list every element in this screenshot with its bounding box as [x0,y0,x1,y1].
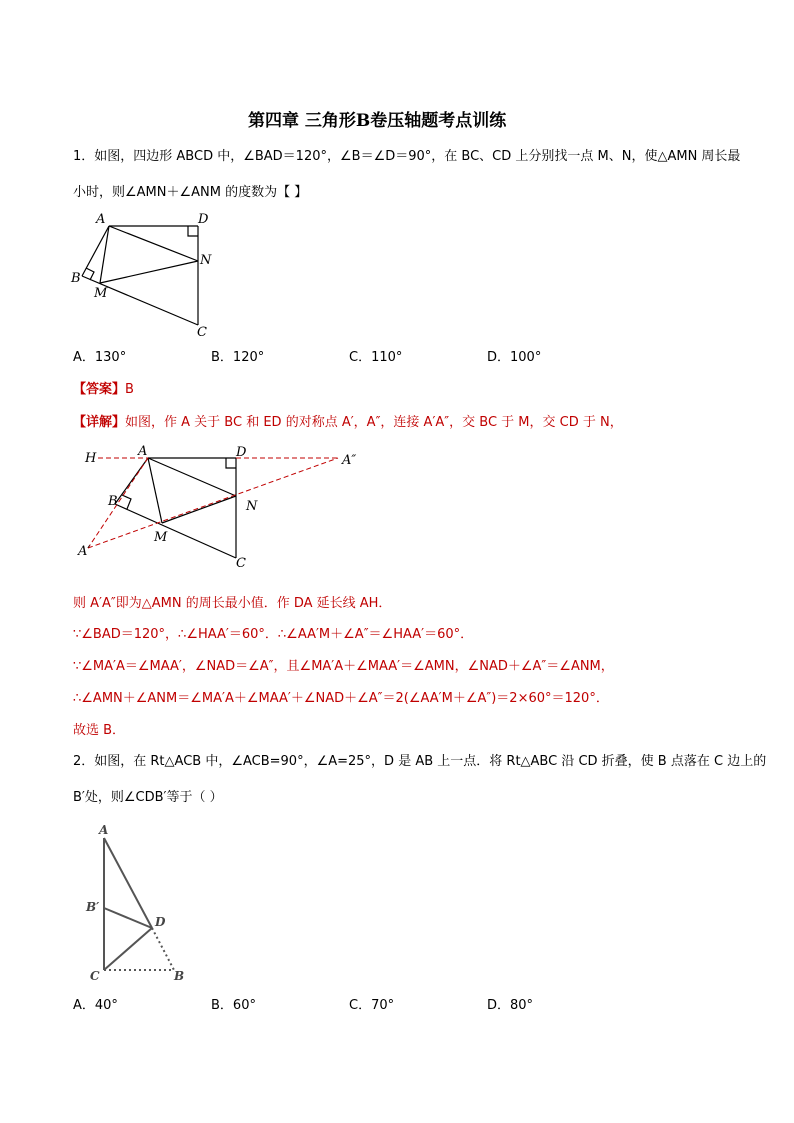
q2-option-d: D．80° [487,998,534,1013]
q1-right-angle-d [188,226,198,236]
detail-label-n: N [246,499,258,514]
q1-option-b: B．120° [211,350,265,365]
q2-label-c: C [90,969,100,983]
q1-label-a: A [96,212,106,227]
q2-label-b: B [174,969,185,983]
answer-value: B [125,382,134,397]
detail-line-1: 则 A′A″即为△AMN 的周长最小值．作 DA 延长线 AH． [73,596,392,611]
answer-line [73,378,134,397]
q2-seg-db [152,928,174,970]
q1-label-c: C [197,325,207,340]
q1-text-line1: 1．如图，四边形 ABCD 中，∠BAD＝120°，∠B＝∠D＝90°，在 BC、CD 上分别找一点 M、N，使△AMN 周长最 [73,149,741,164]
detail-tag: 【详解】 [73,415,126,430]
detail-label-d: D [236,445,247,460]
detail-label-m: M [154,530,168,545]
detail-label-c: C [236,556,246,571]
q2-label-b-prime: B′ [86,900,100,914]
q1-label-d: D [198,212,209,227]
q1-label-n: N [200,253,212,268]
q2-label-a: A [99,823,109,837]
detail-text: 如图，作 A 关于 BC 和 ED 的对称点 A′，A″，连接 A′A″，交 BC 于 M，交 CD 于 N， [125,415,623,430]
detail-line [73,411,623,430]
detail-line-2: ∵∠BAD＝120°，∴∠HAA′＝60°．∴∠AA′M＋∠A″＝∠HAA′＝60°． [73,627,474,642]
page-title: 第四章 三角形B卷压轴题考点训练 [248,111,507,131]
q1-seg-mn [100,261,198,283]
q1-figure [60,205,230,340]
detail-line-5: 故选 B． [73,723,126,738]
detail-label-a: A [138,444,148,459]
q1-label-m: M [94,286,108,301]
q2-seg-ad [104,838,152,928]
q2-figure [80,820,200,985]
q2-option-c: C．70° [349,998,395,1013]
detail-line-4: ∴∠AMN＋∠ANM＝∠MA′A＋∠MAA′＋∠NAD＋∠A″＝2(∠AA′M＋∠A″)＝2×60°＝120°． [73,691,609,706]
detail-label-h: H [85,451,97,466]
q1-seg-an [109,226,198,261]
q2-seg-b-prime-d [104,908,152,928]
q2-option-a: A．40° [73,998,118,1013]
detail-label-a1: A′ [78,544,91,559]
detail-line-3: ∵∠MA′A＝∠MAA′，∠NAD＝∠A″，且∠MA′A＋∠MAA′＝∠AMN，∠NAD＋∠A″＝∠ANM， [73,659,614,674]
q1-label-b: B [71,271,81,286]
q2-option-b: B．60° [211,998,256,1013]
detail-label-b: B [108,494,118,509]
q1-option-d: D．100° [487,350,542,365]
q2-text-line1: 2．如图，在 Rt△ACB 中，∠ACB=90°，∠A=25°，D 是 AB 上一点．将 Rt△ABC 沿 CD 折叠，使 B 点落在 C 边上的 [73,754,767,769]
detail-label-a2: A″ [342,453,357,468]
detail-figure [70,440,370,575]
q2-text-line2: B′处，则∠CDB′等于（ ） [73,790,223,805]
q1-option-a: A．130° [73,350,127,365]
answer-tag: 【答案】 [73,382,126,397]
q1-option-c: C．110° [349,350,403,365]
q2-label-d: D [155,915,166,929]
q2-seg-cd [104,928,152,970]
q1-text-line2: 小时，则∠AMN＋∠ANM 的度数为【 】 [73,185,308,200]
